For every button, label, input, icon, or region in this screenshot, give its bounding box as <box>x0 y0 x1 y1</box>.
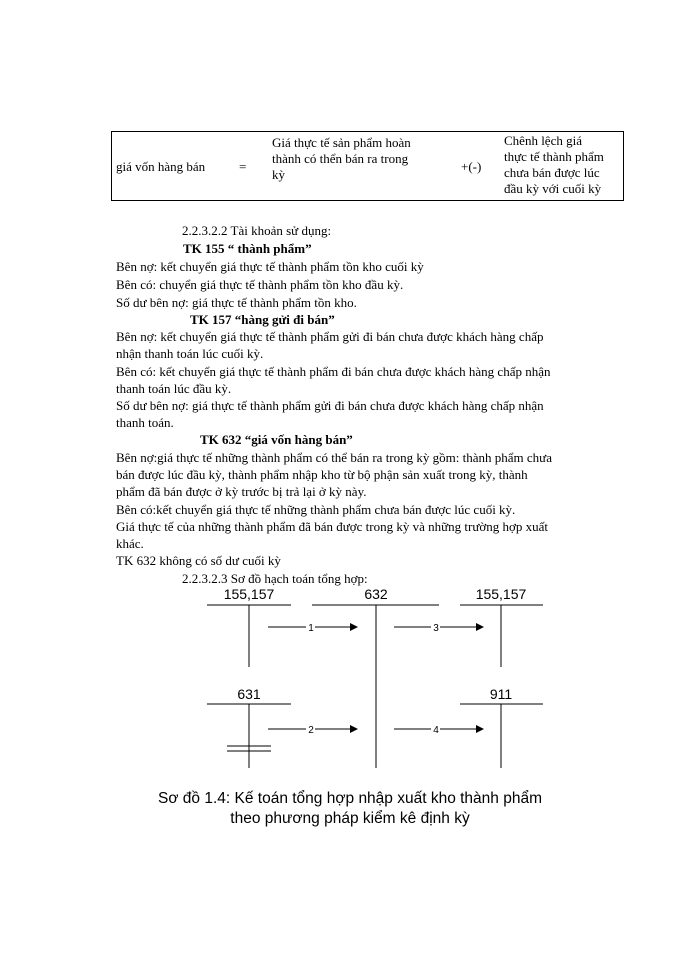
formula-right-line: chưa bán được lúc <box>504 165 600 180</box>
diagram-heading: 2.2.3.2.3 Sơ đồ hạch toán tổng hợp: <box>182 571 368 586</box>
formula-right-line: đầu kỳ với cuối kỳ <box>504 181 602 196</box>
formula-right-term <box>504 133 622 197</box>
formula-middle-line: kỳ <box>272 167 285 182</box>
tk157-line: Số dư bên nợ: giá thực tế thành phẩm gửi đi bán chưa được khách hàng chấp nhận <box>116 398 544 413</box>
arrow-label-4: 4 <box>433 725 439 736</box>
formula-right-line: thực tế thành phẩm <box>504 149 604 164</box>
diagram-caption-line-2: theo phương pháp kiểm kê định kỳ <box>230 810 470 827</box>
t-account-911 <box>460 686 543 768</box>
t-account-diagram <box>0 580 700 780</box>
tk632-line: khác. <box>116 536 144 551</box>
tk155-line: Bên có: chuyển giá thực tế thành phẩm tồn kho đầu kỳ. <box>116 277 404 292</box>
tk155-line: Bên nợ: kết chuyển giá thực tế thành phẩm tồn kho cuối kỳ <box>116 259 424 274</box>
tk632-line: phẩm đã bán được ở kỳ trước bị trả lại ở kỳ này. <box>116 484 367 499</box>
account-label-632: 632 <box>364 586 388 602</box>
arrow-label-1: 1 <box>308 623 314 634</box>
account-label-911: 911 <box>489 686 513 702</box>
tk157-line: thanh toán. <box>116 415 174 430</box>
tk157-line: nhận thanh toán lúc cuối kỳ. <box>116 346 264 361</box>
account-label-155-157-right: 155,157 <box>475 586 527 602</box>
formula-middle-line: Giá thực tế sản phẩm hoàn <box>272 135 411 150</box>
formula-middle-line: thành có thển bán ra trong <box>272 151 409 166</box>
arrow-4 <box>394 723 483 736</box>
arrow-label-2: 2 <box>308 725 314 736</box>
t-account-632 <box>312 586 439 768</box>
t-account-631 <box>207 686 291 768</box>
arrow-1 <box>268 621 357 634</box>
arrow-3 <box>394 621 483 634</box>
tk155-title: TK 155 “ thành phẩm” <box>183 241 312 256</box>
formula-operator: +(-) <box>461 159 482 174</box>
section-heading: 2.2.3.2.2 Tài khoản sử dụng: <box>182 223 332 238</box>
arrow-2 <box>268 723 357 736</box>
tk632-title: TK 632 “giá vốn hàng bán” <box>200 432 353 447</box>
tk632-line: Bên nợ:giá thực tế những thành phẩm có thể bán ra trong kỳ gồm: thành phẩm chưa <box>116 450 552 465</box>
tk157-line: Bên nợ: kết chuyển giá thực tế thành phẩm gửi đi bán chưa được khách hàng chấp <box>116 329 544 344</box>
formula-right-line: Chênh lệch giá <box>504 133 582 148</box>
tk157-line: Bên có: kết chuyển giá thực tế thành phẩm đi bán chưa được khách hàng chấp nhận <box>116 364 551 379</box>
tk632-line: bán được lúc đầu kỳ, thành phẩm nhập kho từ bộ phận sản xuất trong kỳ, thành <box>116 467 528 482</box>
tk632-line: Giá thực tế của những thành phẩm đã bán được trong kỳ và những trường hợp xuất <box>116 519 549 534</box>
tk157-line: thanh toán lúc đầu kỳ. <box>116 381 232 396</box>
formula-table <box>111 131 624 201</box>
tk157-title: TK 157 “hàng gửi đi bán” <box>190 312 335 327</box>
tk155-line: Số dư bên nợ: giá thực tế thành phẩm tồn kho. <box>116 295 357 310</box>
tk632-line: Bên có:kết chuyển giá thực tế những thành phẩm chưa bán được lúc cuối kỳ. <box>116 502 516 517</box>
formula-middle-term <box>272 135 452 183</box>
tk632-line: TK 632 không có số dư cuối kỳ <box>116 553 281 568</box>
formula-left-term: giá vốn hàng bán <box>116 159 206 174</box>
diagram-caption-line-1: Sơ đồ 1.4: Kế toán tổng hợp nhập xuất kho thành phẩm <box>158 790 542 807</box>
formula-equals: = <box>239 159 247 174</box>
account-label-631: 631 <box>237 686 261 702</box>
account-label-155-157-left: 155,157 <box>223 586 275 602</box>
arrow-label-3: 3 <box>433 623 439 634</box>
